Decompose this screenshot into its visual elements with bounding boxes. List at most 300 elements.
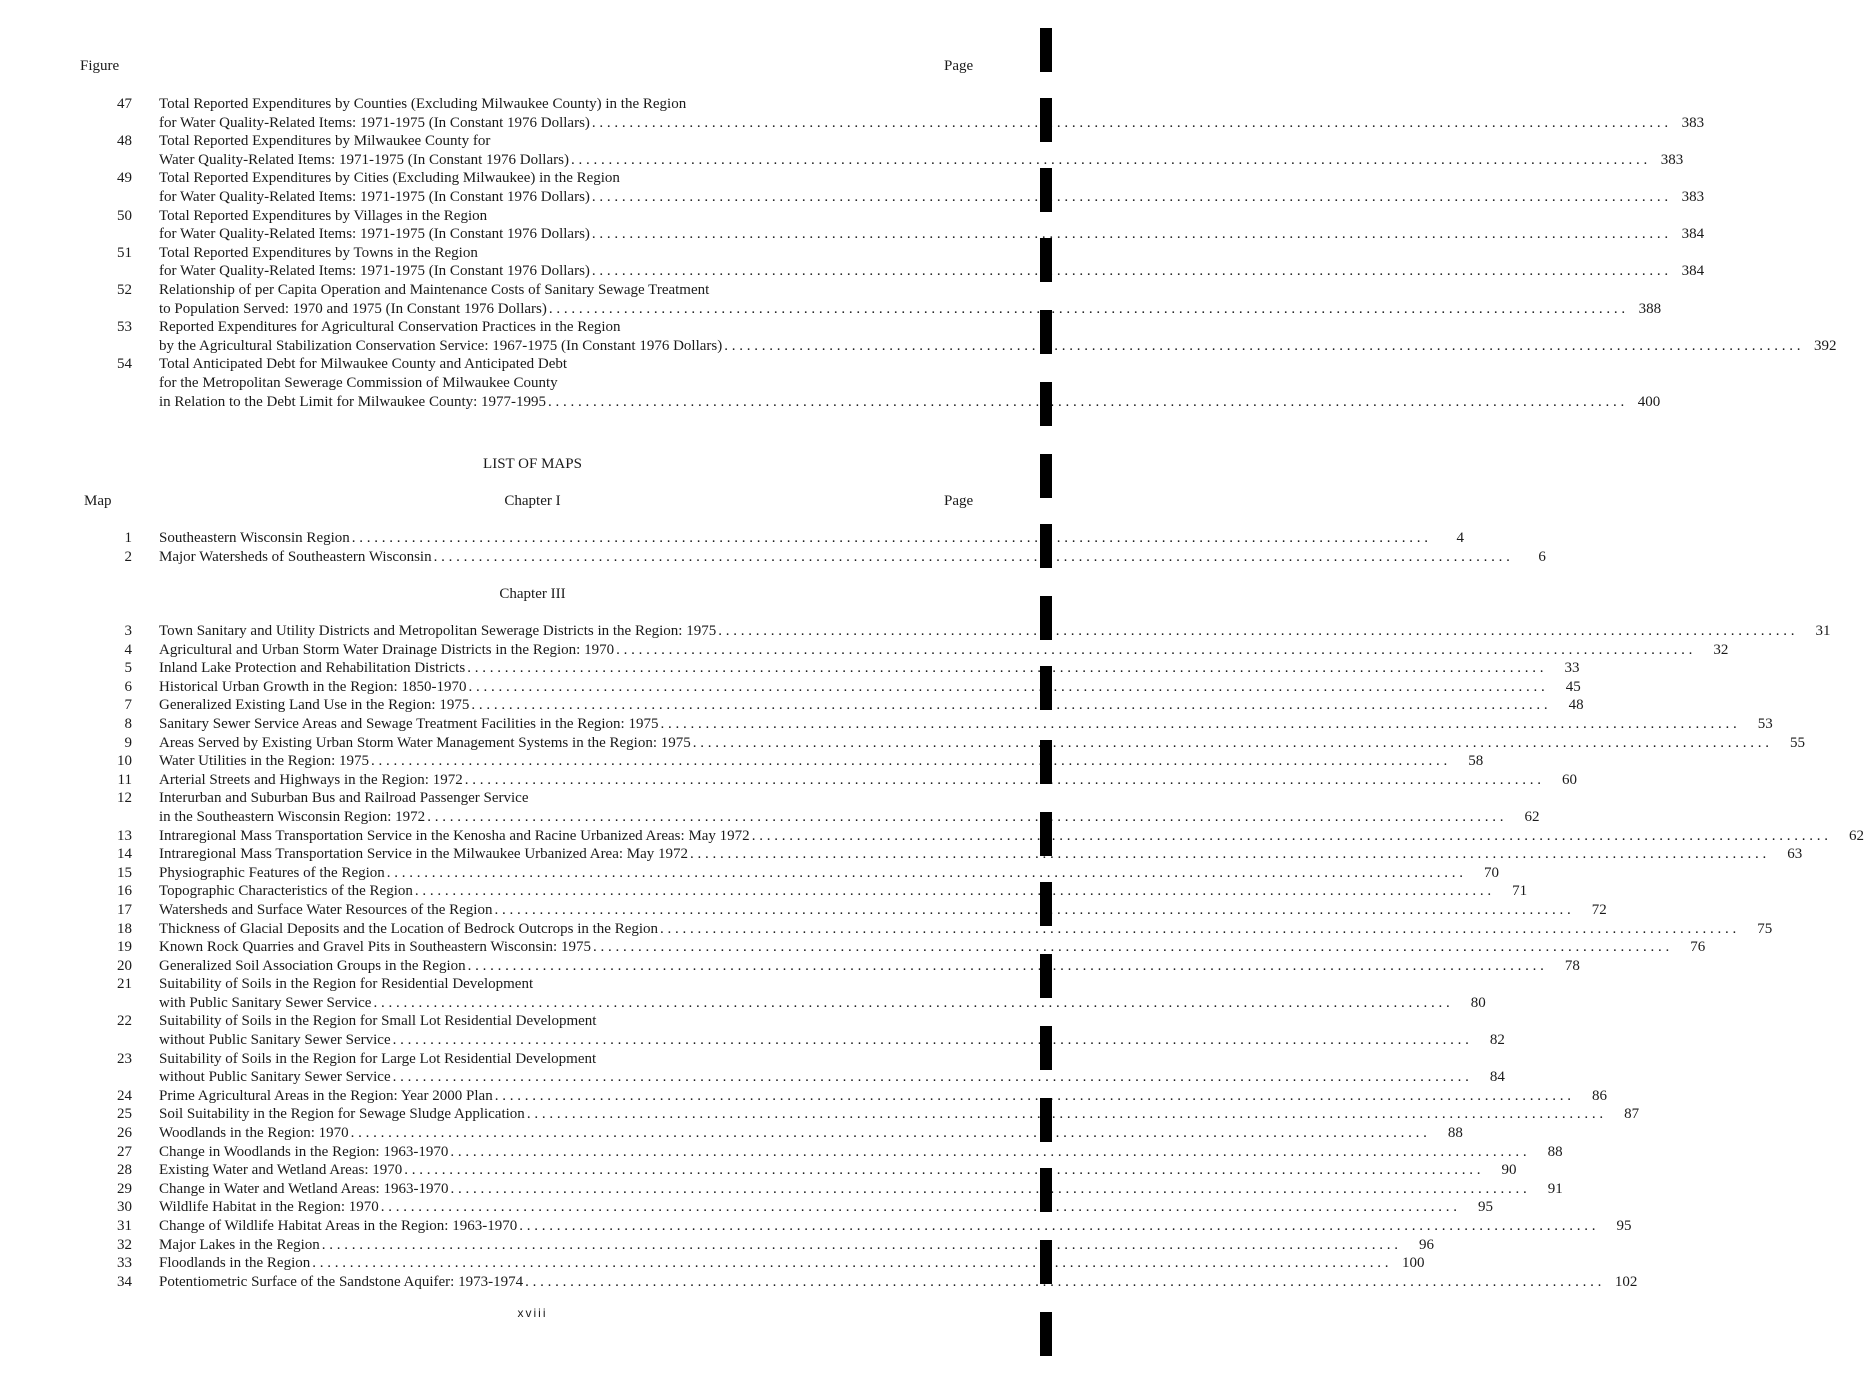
dot-leader [590, 225, 1670, 244]
toc-entry [100, 1050, 1505, 1087]
dot-leader [371, 994, 1451, 1013]
entry-line [159, 1068, 1505, 1087]
toc-entry [100, 752, 1484, 771]
toc-entry [100, 696, 1584, 715]
figure-column-header: Figure [80, 58, 120, 74]
entry-body [132, 1180, 1563, 1199]
dot-leader [425, 808, 1505, 827]
entry-line [159, 1124, 1463, 1143]
entry-number: 49 [117, 170, 132, 187]
entry-line [159, 1105, 1639, 1124]
chapter-3-heading: Chapter III [499, 586, 566, 602]
entry-body [132, 169, 1704, 206]
dot-leader [688, 845, 1768, 864]
toc-entry [100, 169, 1705, 206]
dot-leader [310, 1254, 1390, 1273]
dot-leader [658, 920, 1738, 939]
entry-title-line: for Water Quality-Related Items: 1971-1975 (In Constant 1976 Dollars) [159, 114, 590, 131]
toc-entry [100, 659, 1580, 678]
entry-number: 12 [117, 790, 132, 807]
entry-title-line: without Public Sanitary Sewer Service [159, 1032, 391, 1049]
entry-page-number: 60 [1561, 771, 1577, 788]
entry-line [159, 1087, 1607, 1106]
entry-body [132, 1124, 1463, 1143]
entry-page-number: 388 [1638, 300, 1662, 317]
entry-line [159, 789, 1539, 808]
entry-line [159, 752, 1483, 771]
entry-line [159, 715, 1773, 734]
entry-line [159, 337, 1836, 356]
entry-number: 27 [117, 1143, 132, 1160]
entry-title-line: Prime Agricultural Areas in the Region: Year 2000 Plan [159, 1087, 493, 1104]
entry-body [132, 281, 1661, 318]
entry-number: 2 [124, 548, 132, 565]
entry-title-line: Floodlands in the Region [159, 1255, 311, 1272]
dot-leader [402, 1161, 1482, 1180]
entry-line [159, 1143, 1563, 1162]
maps-page-column-header: Page [944, 493, 974, 509]
entry-number: 48 [117, 133, 132, 150]
dot-leader [448, 1143, 1528, 1162]
entry-line [159, 845, 1802, 864]
entry-body [132, 207, 1704, 244]
entry-line [159, 1180, 1563, 1199]
entry-line [159, 1254, 1425, 1273]
entry-title-line: for Water Quality-Related Items: 1971-1975 (In Constant 1976 Dollars) [159, 188, 590, 205]
registration-mark [1040, 382, 1052, 426]
entry-page-number: 88 [1547, 1143, 1563, 1160]
entry-body [132, 548, 1546, 567]
entry-title-line: Thickness of Glacial Deposits and the Location of Bedrock Outcrops in the Region [159, 920, 659, 937]
toc-entry [100, 548, 1546, 567]
toc-entry [100, 1124, 1463, 1143]
registration-mark [1040, 168, 1052, 212]
entry-number: 19 [117, 939, 132, 956]
toc-entry [100, 641, 1729, 660]
toc-entry [100, 95, 1705, 132]
entry-title-line: Town Sanitary and Utility Districts and Metropolitan Sewerage Districts in the Region: 1975 [159, 623, 717, 639]
entry-line [159, 1161, 1516, 1180]
toc-entry [100, 1273, 1638, 1292]
entry-line [159, 548, 1546, 567]
entry-title-line: Physiographic Features of the Region [159, 864, 385, 881]
entry-title-line: Total Reported Expenditures by Cities (Excluding Milwaukee) in the Region [159, 170, 620, 187]
entry-number: 29 [117, 1180, 132, 1197]
entry-number: 23 [117, 1050, 132, 1067]
entry-title-line: Change of Wildlife Habitat Areas in the Region: 1963-1970 [159, 1218, 518, 1234]
entry-line [159, 374, 1660, 393]
toc-entry [100, 845, 1803, 864]
entry-page-number: 31 [1815, 623, 1831, 639]
dot-leader [350, 529, 1430, 548]
entry-number: 32 [117, 1236, 132, 1253]
entry-line [159, 169, 1704, 188]
entry-body [132, 845, 1802, 864]
toc-entry [100, 622, 1831, 641]
entry-body [132, 789, 1539, 826]
registration-mark [1040, 98, 1052, 142]
entry-number: 47 [117, 96, 132, 112]
dot-leader [523, 1273, 1603, 1292]
dot-leader [493, 1087, 1573, 1106]
dot-leader [466, 957, 1546, 976]
entry-page-number: 45 [1565, 678, 1581, 695]
entry-number: 17 [117, 901, 132, 918]
dot-leader [463, 771, 1543, 790]
entry-number: 6 [124, 678, 132, 695]
entry-title-line: Existing Water and Wetland Areas: 1970 [159, 1162, 403, 1179]
entry-line [159, 207, 1704, 226]
entry-page-number: 80 [1470, 994, 1486, 1011]
toc-entry [100, 1105, 1640, 1124]
entry-title-line: Intraregional Mass Transportation Service in the Kenosha and Racine Urbanized Areas: May 1972 [159, 827, 750, 844]
entry-line [159, 529, 1464, 548]
entry-body [132, 1087, 1607, 1106]
entry-line [159, 1031, 1505, 1050]
dot-leader [658, 715, 1738, 734]
entry-number: 21 [117, 976, 132, 993]
toc-entry [100, 529, 1465, 548]
entry-number: 53 [117, 319, 132, 336]
entry-title-line: for Water Quality-Related Items: 1971-1975 (In Constant 1976 Dollars) [159, 263, 590, 280]
entry-title-line: for Water Quality-Related Items: 1971-1975 (In Constant 1976 Dollars) [159, 226, 590, 243]
entry-number: 34 [117, 1273, 132, 1290]
entry-number: 50 [117, 207, 132, 224]
dot-leader [569, 151, 1649, 170]
figures-list [100, 95, 1837, 411]
registration-mark [1040, 238, 1052, 282]
entry-line [159, 151, 1683, 170]
toc-entry [100, 1161, 1517, 1180]
entry-title-line: with Public Sanitary Sewer Service [159, 994, 372, 1011]
entry-body [132, 355, 1660, 411]
registration-mark [1040, 454, 1052, 498]
entry-page-number: 88 [1447, 1125, 1463, 1142]
entry-title-line: Potentiometric Surface of the Sandstone Aquifer: 1973-1974 [159, 1273, 524, 1290]
toc-entry [100, 957, 1580, 976]
entry-title-line: Watersheds and Surface Water Resources of the Region [159, 901, 493, 918]
entry-title-line: Change in Woodlands in the Region: 1963-1970 [159, 1143, 449, 1160]
entry-title-line: Agricultural and Urban Storm Water Drainage Districts in the Region: 1970 [159, 641, 615, 658]
entry-line [159, 1217, 1631, 1236]
entry-page-number: 95 [1478, 1199, 1494, 1216]
entry-body [132, 678, 1581, 697]
entry-title-line: Areas Served by Existing Urban Storm Water Management Systems in the Region: 1975 [159, 734, 691, 751]
entry-number: 10 [117, 753, 132, 770]
entry-body [132, 1050, 1505, 1087]
registration-mark [1040, 740, 1052, 784]
dot-leader [385, 864, 1465, 883]
entry-page-number: 62 [1848, 827, 1864, 844]
entry-title-line: Generalized Existing Land Use in the Region: 1975 [159, 697, 470, 714]
registration-mark [1040, 666, 1052, 710]
toc-entry [100, 938, 1706, 957]
entry-line [159, 864, 1499, 883]
entry-body [132, 864, 1499, 883]
entry-body [132, 901, 1607, 920]
dot-leader [750, 827, 1830, 846]
entry-page-number: 86 [1591, 1087, 1607, 1104]
toc-entry [100, 281, 1662, 318]
entry-number: 15 [117, 864, 132, 881]
entry-page-number: 87 [1624, 1106, 1640, 1123]
entry-title-line: Total Reported Expenditures by Counties (Excluding Milwaukee County) in the Region [159, 96, 687, 112]
entry-title-line: Suitability of Soils in the Region for Residential Development [159, 976, 534, 993]
dot-leader [349, 1124, 1429, 1143]
entry-title-line: to Population Served: 1970 and 1975 (In Constant 1976 Dollars) [159, 300, 547, 317]
entry-number: 3 [124, 623, 132, 639]
entry-page-number: 75 [1757, 920, 1773, 937]
entry-body [132, 827, 1864, 846]
dot-leader [590, 114, 1670, 133]
entry-body [132, 1198, 1493, 1217]
page-column-header: Page [944, 58, 974, 74]
toc-entry [100, 882, 1528, 901]
dot-leader [546, 393, 1626, 412]
chapter-1-heading: Chapter I [504, 493, 561, 509]
entry-body [132, 1236, 1434, 1255]
entry-number: 31 [117, 1218, 132, 1234]
entry-title-line: Topographic Characteristics of the Region [159, 883, 413, 900]
entry-page-number: 70 [1484, 864, 1500, 881]
entry-number: 30 [117, 1199, 132, 1216]
entry-title-line: Major Lakes in the Region [159, 1236, 320, 1253]
entry-body [132, 975, 1486, 1012]
dot-leader [590, 262, 1670, 281]
entry-body [132, 696, 1584, 715]
registration-mark [1040, 954, 1052, 998]
entry-title-line: Major Watersheds of Southeastern Wisconsin [159, 548, 432, 565]
entry-line [159, 114, 1704, 133]
map-column-header: Map [84, 493, 112, 509]
entry-page-number: 76 [1690, 939, 1706, 956]
entry-body [132, 752, 1483, 771]
dot-leader [492, 901, 1572, 920]
entry-body [132, 95, 1704, 132]
entry-line [159, 622, 1830, 641]
toc-entry [100, 920, 1773, 939]
entry-number: 8 [124, 715, 132, 732]
toc-entry [100, 207, 1705, 244]
entry-body [132, 659, 1579, 678]
entry-page-number: 53 [1757, 715, 1773, 732]
entry-number: 9 [124, 734, 132, 751]
dot-leader [590, 188, 1670, 207]
registration-mark [1040, 1168, 1052, 1212]
entry-body [132, 1254, 1425, 1273]
entry-number: 14 [117, 846, 132, 863]
entry-page-number: 58 [1468, 753, 1484, 770]
entry-line [159, 1236, 1434, 1255]
toc-entry [100, 355, 1661, 411]
dot-leader [465, 659, 1545, 678]
dot-leader [547, 300, 1627, 319]
entry-page-number: 95 [1616, 1218, 1632, 1234]
entry-title-line: Reported Expenditures for Agricultural Conservation Practices in the Region [159, 319, 621, 336]
entry-body [132, 1273, 1637, 1292]
entry-title-line: Sanitary Sewer Service Areas and Sewage Treatment Facilities in the Region: 1975 [159, 715, 659, 732]
entry-line [159, 678, 1581, 697]
entry-body [132, 318, 1836, 355]
entry-title-line: Total Reported Expenditures by Milwaukee County for [159, 133, 491, 150]
entry-body [132, 529, 1464, 548]
entry-title-line: Water Quality-Related Items: 1971-1975 (In Constant 1976 Dollars) [159, 151, 569, 168]
entry-page-number: 4 [1456, 530, 1465, 546]
entry-line [159, 975, 1486, 994]
entry-title-line: Water Utilities in the Region: 1975 [159, 753, 370, 770]
toc-entry [100, 827, 1864, 846]
dot-leader [469, 696, 1549, 715]
toc-entry [100, 715, 1773, 734]
chapter-1-maps-list [100, 529, 1546, 566]
entry-title-line: Total Anticipated Debt for Milwaukee County and Anticipated Debt [159, 356, 568, 373]
entry-number: 5 [124, 660, 132, 677]
registration-mark [1040, 1240, 1052, 1284]
toc-entry [100, 244, 1705, 281]
entry-title-line: Southeastern Wisconsin Region [159, 530, 350, 546]
entry-body [132, 715, 1773, 734]
entry-page-number: 383 [1681, 188, 1705, 205]
entry-line [159, 300, 1661, 319]
entry-body [132, 641, 1728, 660]
entry-number: 7 [124, 697, 132, 714]
entry-body [132, 734, 1805, 753]
toc-entry [100, 734, 1806, 753]
entry-title-line: in the Southeastern Wisconsin Region: 1972 [159, 808, 426, 825]
entry-page-number: 384 [1681, 226, 1705, 243]
entry-title-line: Woodlands in the Region: 1970 [159, 1125, 349, 1142]
dot-leader [716, 622, 1796, 641]
dot-leader [413, 882, 1493, 901]
entry-number: 4 [124, 641, 132, 658]
entry-number: 25 [117, 1106, 132, 1123]
entry-page-number: 100 [1402, 1255, 1425, 1272]
entry-line [159, 771, 1577, 790]
toc-entry [100, 1254, 1425, 1273]
entry-page-number: 82 [1489, 1032, 1505, 1049]
toc-entry [100, 975, 1486, 1012]
entry-title-line: in Relation to the Debt Limit for Milwaukee County: 1977-1995 [159, 393, 547, 410]
entry-title-line: Soil Suitability in the Region for Sewage Sludge Application [159, 1106, 525, 1123]
entry-number: 1 [124, 530, 132, 546]
entry-title-line: Historical Urban Growth in the Region: 1850-1970 [159, 678, 467, 695]
entry-title-line: Suitability of Soils in the Region for Small Lot Residential Development [159, 1013, 597, 1030]
page-number: xviii [517, 1306, 548, 1320]
entry-body [132, 771, 1577, 790]
entry-body [132, 132, 1683, 169]
entry-page-number: 96 [1419, 1236, 1435, 1253]
toc-entry [100, 1198, 1494, 1217]
entry-number: 33 [117, 1255, 132, 1272]
entry-line [159, 393, 1660, 412]
entry-body [132, 1143, 1563, 1162]
dot-leader [448, 1180, 1528, 1199]
entry-line [159, 188, 1704, 207]
dot-leader [691, 734, 1771, 753]
toc-entry [100, 789, 1540, 826]
entry-page-number: 63 [1787, 846, 1803, 863]
entry-line [159, 901, 1607, 920]
entry-line [159, 808, 1539, 827]
dot-leader [391, 1031, 1471, 1050]
entry-body [132, 938, 1705, 957]
registration-mark [1040, 310, 1052, 354]
entry-title-line: Known Rock Quarries and Gravel Pits in Southeastern Wisconsin: 1975 [159, 939, 591, 956]
entry-line [159, 641, 1728, 660]
entry-page-number: 78 [1564, 957, 1580, 974]
registration-mark [1040, 1026, 1052, 1070]
entry-page-number: 383 [1681, 114, 1705, 131]
entry-number: 11 [117, 771, 132, 788]
entry-page-number: 102 [1614, 1273, 1638, 1290]
entry-title-line: Total Reported Expenditures by Villages in the Region [159, 207, 488, 224]
entry-line [159, 1012, 1505, 1031]
toc-entry [100, 318, 1837, 355]
toc-entry [100, 1236, 1435, 1255]
entry-page-number: 400 [1637, 393, 1661, 410]
toc-entry [100, 1180, 1563, 1199]
entry-title-line: Generalized Soil Association Groups in the Region [159, 957, 466, 974]
entry-body [132, 882, 1527, 901]
entry-line [159, 659, 1579, 678]
entry-line [159, 938, 1705, 957]
registration-mark [1040, 812, 1052, 856]
registration-mark [1040, 28, 1052, 72]
entry-number: 51 [117, 244, 132, 261]
entry-body [132, 1161, 1516, 1180]
toc-entry [100, 771, 1577, 790]
entry-line [159, 318, 1836, 337]
entry-line [159, 882, 1527, 901]
entry-number: 13 [117, 827, 132, 844]
registration-mark [1040, 524, 1052, 568]
entry-title-line: Wildlife Habitat in the Region: 1970 [159, 1199, 379, 1216]
entry-title-line: Inland Lake Protection and Rehabilitation Districts [159, 660, 466, 677]
entry-page-number: 384 [1681, 263, 1705, 280]
entry-title-line: Suitability of Soils in the Region for Large Lot Residential Development [159, 1050, 597, 1067]
entry-title-line: Interurban and Suburban Bus and Railroad Passenger Service [159, 790, 529, 807]
chapter-3-maps-list [100, 622, 1864, 1291]
entry-title-line: for the Metropolitan Sewerage Commission of Milwaukee County [159, 374, 558, 391]
entry-page-number: 71 [1512, 883, 1528, 900]
entry-page-number: 6 [1538, 548, 1546, 565]
dot-leader [432, 548, 1512, 567]
entry-number: 18 [117, 920, 132, 937]
entry-page-number: 32 [1713, 641, 1729, 658]
toc-entry [100, 1217, 1632, 1236]
entry-line [159, 281, 1661, 300]
entry-body [132, 920, 1772, 939]
entry-body [132, 1012, 1505, 1049]
entry-page-number: 62 [1524, 808, 1540, 825]
entry-number: 20 [117, 957, 132, 974]
dot-leader [517, 1217, 1597, 1236]
entry-line [159, 734, 1805, 753]
entry-line [159, 1050, 1505, 1069]
entry-line [159, 244, 1704, 263]
entry-page-number: 72 [1591, 901, 1607, 918]
entry-number: 52 [117, 281, 132, 298]
entry-title-line: Change in Water and Wetland Areas: 1963-1970 [159, 1180, 449, 1197]
registration-mark [1040, 1312, 1052, 1356]
entry-page-number: 90 [1501, 1162, 1517, 1179]
entry-line [159, 920, 1772, 939]
entry-line [159, 1273, 1637, 1292]
scan-registration-marks [1040, 0, 1054, 1380]
entry-page-number: 33 [1564, 660, 1580, 677]
registration-mark [1040, 882, 1052, 926]
entry-number: 16 [117, 883, 132, 900]
